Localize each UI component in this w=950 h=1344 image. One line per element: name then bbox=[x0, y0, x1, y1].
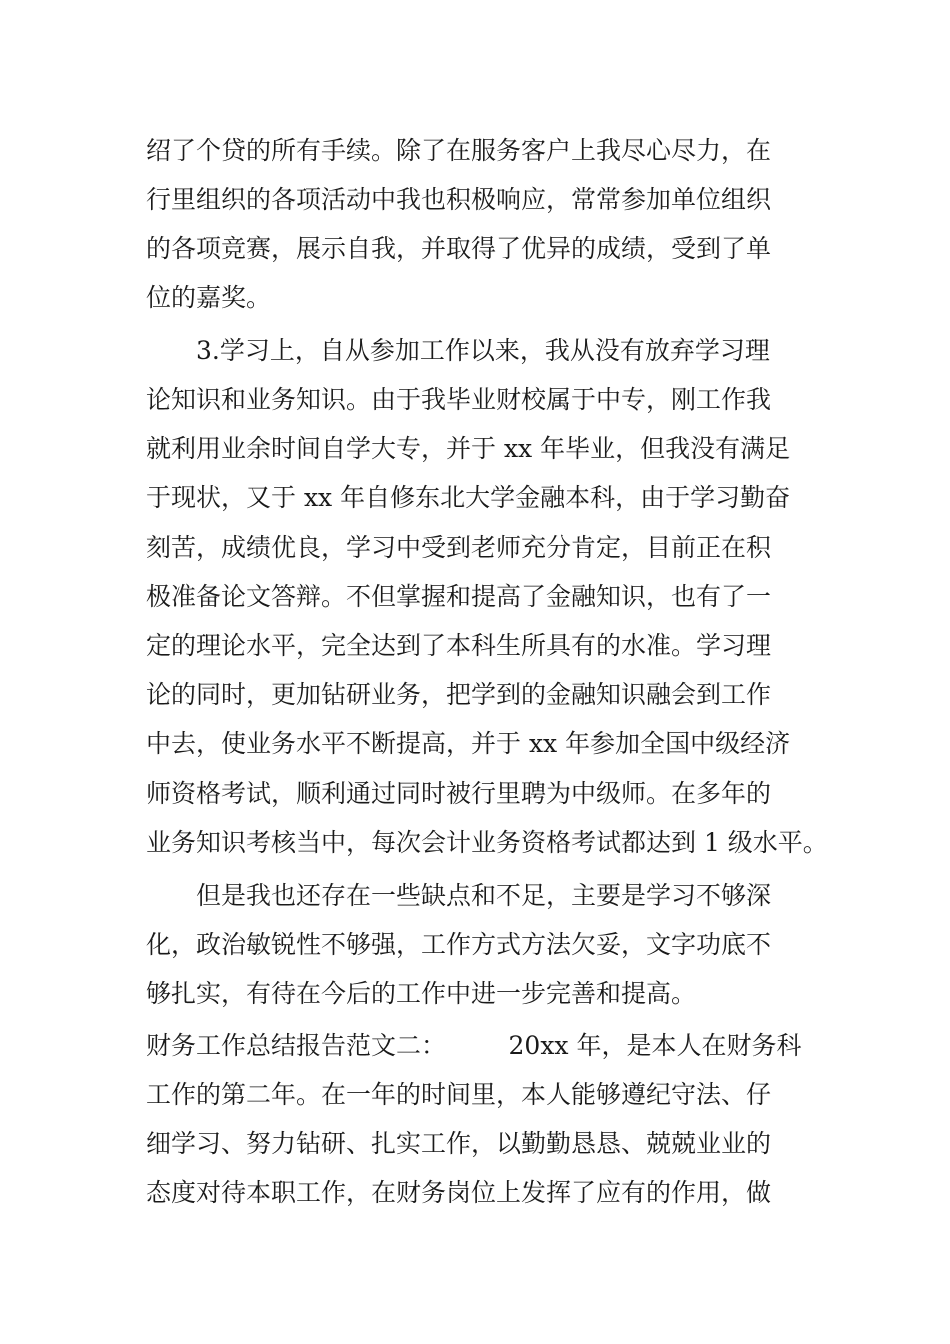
text-line: 工作的第二年。在一年的时间里，本人能够遵纪守法、仔 bbox=[146, 1080, 772, 1109]
text-line: 3.学习上，自从参加工作以来，我从没有放弃学习理 bbox=[196, 336, 770, 365]
text-line: 就利用业余时间自学大专，并于 xx 年毕业，但我没有满足 bbox=[146, 434, 791, 463]
section-heading-line: 财务工作总结报告范文二： 20xx 年，是本人在财务科 bbox=[146, 1031, 802, 1060]
text-line: 业务知识考核当中，每次会计业务资格考试都达到 1 级水平。 bbox=[146, 828, 828, 857]
text-line: 的各项竞赛，展示自我，并取得了优异的成绩，受到了单 bbox=[146, 234, 772, 263]
text-line: 论知识和业务知识。由于我毕业财校属于中专，刚工作我 bbox=[146, 385, 772, 414]
text-line: 于现状，又于 xx 年自修东北大学金融本科，由于学习勤奋 bbox=[146, 483, 791, 512]
text-line: 定的理论水平，完全达到了本科生所具有的水准。学习理 bbox=[146, 631, 772, 660]
text-line: 极准备论文答辩。不但掌握和提高了金融知识，也有了一 bbox=[146, 582, 772, 611]
text-line: 论的同时，更加钻研业务，把学到的金融知识融会到工作 bbox=[146, 680, 772, 709]
text-line: 位的嘉奖。 bbox=[146, 283, 272, 312]
text-line: 师资格考试，顺利通过同时被行里聘为中级师。在多年的 bbox=[146, 779, 772, 808]
text-line: 刻苦，成绩优良，学习中受到老师充分肯定，目前正在积 bbox=[146, 533, 772, 562]
text-line: 化，政治敏锐性不够强，工作方式方法欠妥，文字功底不 bbox=[146, 930, 772, 959]
text-line: 态度对待本职工作，在财务岗位上发挥了应有的作用，做 bbox=[146, 1178, 772, 1207]
text-line: 但是我也还存在一些缺点和不足，主要是学习不够深 bbox=[196, 881, 772, 910]
text-line: 中去，使业务水平不断提高，并于 xx 年参加全国中级经济 bbox=[146, 729, 791, 758]
text-line: 绍了个贷的所有手续。除了在服务客户上我尽心尽力，在 bbox=[146, 136, 772, 165]
text-line: 够扎实，有待在今后的工作中进一步完善和提高。 bbox=[146, 979, 697, 1008]
text-line: 行里组织的各项活动中我也积极响应，常常参加单位组织 bbox=[146, 185, 772, 214]
text-line: 细学习、努力钻研、扎实工作，以勤勤恳恳、兢兢业业的 bbox=[146, 1129, 772, 1158]
